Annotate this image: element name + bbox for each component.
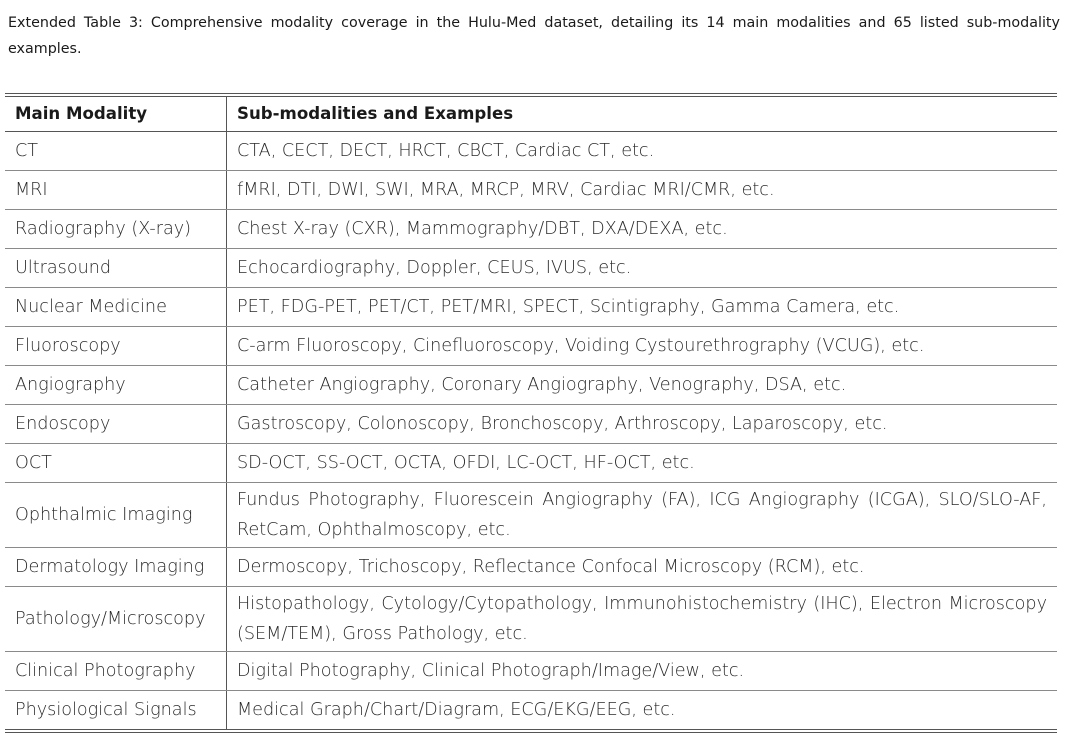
table-row — [5, 288, 1057, 327]
sub-modality-cell: Digital Photography, Clinical Photograph/Image/View, etc. — [227, 652, 1058, 691]
main-modality-cell: Physiological Signals — [5, 691, 227, 730]
main-modality-cell: Dermatology Imaging — [5, 548, 227, 587]
main-modality-cell: OCT — [5, 444, 227, 483]
sub-modality-cell: CTA, CECT, DECT, HRCT, CBCT, Cardiac CT, etc. — [227, 132, 1058, 171]
sub-modality-cell: Histopathology, Cytology/Cytopathology, Immunohistochemistry (IHC), Electron Microscopy (SEM/TEM), Gross Pathology, etc. — [227, 587, 1058, 652]
table-row — [5, 210, 1057, 249]
sub-modality-cell: SD-OCT, SS-OCT, OCTA, OFDI, LC-OCT, HF-OCT, etc. — [227, 444, 1058, 483]
main-modality-cell: Fluoroscopy — [5, 327, 227, 366]
sub-modality-cell: Gastroscopy, Colonoscopy, Bronchoscopy, Arthroscopy, Laparoscopy, etc. — [227, 405, 1058, 444]
sub-modality-cell: Fundus Photography, Fluorescein Angiography (FA), ICG Angiography (ICGA), SLO/SLO-AF, RetCam, Ophthalmoscopy, etc. — [227, 483, 1058, 548]
main-modality-cell: Endoscopy — [5, 405, 227, 444]
table-row — [5, 366, 1057, 405]
main-modality-cell: MRI — [5, 171, 227, 210]
main-modality-cell: Radiography (X-ray) — [5, 210, 227, 249]
table-header-row — [5, 97, 1057, 132]
sub-modality-cell: PET, FDG-PET, PET/CT, PET/MRI, SPECT, Scintigraphy, Gamma Camera, etc. — [227, 288, 1058, 327]
table-row — [5, 652, 1057, 691]
sub-modality-cell: C-arm Fluoroscopy, Cinefluoroscopy, Voiding Cystourethrography (VCUG), etc. — [227, 327, 1058, 366]
table-row — [5, 327, 1057, 366]
sub-modality-cell: Medical Graph/Chart/Diagram, ECG/EKG/EEG, etc. — [237, 700, 676, 720]
table-row — [5, 132, 1057, 171]
main-modality-cell: Nuclear Medicine — [5, 288, 227, 327]
sub-modality-cell: Chest X-ray (CXR), Mammography/DBT, DXA/DEXA, etc. — [227, 210, 1058, 249]
sub-modality-cell: Dermoscopy, Trichoscopy, Reflectance Confocal Microscopy (RCM), etc. — [227, 548, 1058, 587]
sub-modality-cell: fMRI, DTI, DWI, SWI, MRA, MRCP, MRV, Cardiac MRI/CMR, etc. — [227, 171, 1058, 210]
main-modality-cell: Ultrasound — [5, 249, 227, 288]
table-row — [5, 548, 1057, 587]
table-row — [5, 405, 1057, 444]
main-modality-cell: Angiography — [5, 366, 227, 405]
table-row — [5, 171, 1057, 210]
sub-modality-cell: Catheter Angiography, Coronary Angiography, Venography, DSA, etc. — [227, 366, 1058, 405]
table-row — [5, 587, 1057, 652]
main-modality-cell: CT — [5, 132, 227, 171]
table-row — [5, 444, 1057, 483]
bottom-double-rule — [5, 729, 1057, 733]
main-modality-cell: Pathology/Microscopy — [5, 587, 227, 652]
table-row — [5, 483, 1057, 548]
table-row — [5, 249, 1057, 288]
header-main-modality: Main Modality — [5, 97, 227, 132]
header-sub-modalities: Sub-modalities and Examples — [227, 97, 1058, 132]
main-modality-cell: Clinical Photography — [5, 652, 227, 691]
modality-table — [5, 97, 1057, 729]
table-row — [5, 691, 1057, 730]
sub-modality-cell: Echocardiography, Doppler, CEUS, IVUS, etc. — [227, 249, 1058, 288]
modality-table-container — [5, 93, 1057, 733]
main-modality-cell: Ophthalmic Imaging — [5, 483, 227, 548]
table-caption: Extended Table 3: Comprehensive modality coverage in the Hulu-Med dataset, detailing its 14 main modalities and 65 listed sub-modality examples. — [8, 15, 1060, 57]
